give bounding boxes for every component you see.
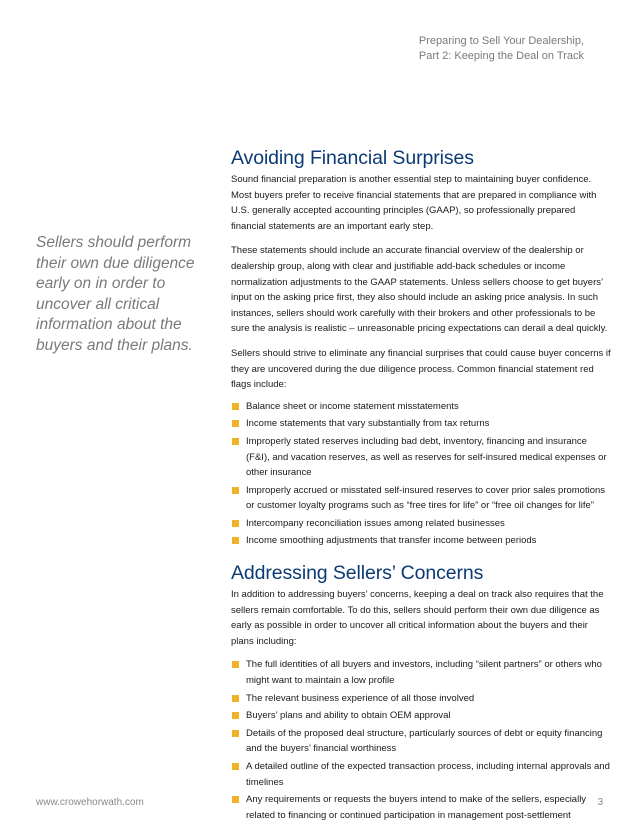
list-item-text: Income smoothing adjustments that transfer income between periods xyxy=(246,535,537,547)
list-item xyxy=(231,516,611,532)
list-item xyxy=(231,399,611,415)
bullet-square-icon xyxy=(232,695,239,702)
list-item-text: Improperly accrued or misstated self-insured reserves to cover prior sales promotions or customer loyalty programs such as “free tires for life” or “free oil changes for life” xyxy=(246,484,606,512)
pull-quote: Sellers should perform their own due diligence early on in order to uncover all critical information about the buyers and their plans. xyxy=(36,234,195,354)
paragraph: In addition to addressing buyers’ concerns, keeping a deal on track also requires that the sellers remain comfortable. To do this, sellers should perform their own due diligence as early as possible in order to uncover all critical information about the buyers and their plans including: xyxy=(231,589,604,647)
paragraph: Sellers should strive to eliminate any financial surprises that could cause buyer concerns if they are uncovered during the due diligence process. Common financial statement red flags include: xyxy=(231,347,611,391)
list-item-text: A detailed outline of the expected transaction process, including internal approvals and timelines xyxy=(246,761,610,788)
section-heading-financial-surprises: Avoiding Financial Surprises xyxy=(231,147,474,169)
list-item xyxy=(231,416,611,432)
list-item xyxy=(231,691,611,707)
list-item-text: Any requirements or requests the buyers intend to make of the sellers, especially related to financing or continued participation in management post-settlement xyxy=(246,794,587,821)
list-item xyxy=(231,792,611,823)
list-item xyxy=(231,759,611,790)
list-item-text: The full identities of all buyers and investors, including “silent partners” or others who might want to maintain a low profile xyxy=(246,659,602,687)
bullet-square-icon xyxy=(232,438,239,445)
list-item-text: The relevant business experience of all those involved xyxy=(246,692,475,704)
bullet-square-icon xyxy=(232,487,239,494)
bullet-square-icon xyxy=(232,763,239,770)
paragraph: Sound financial preparation is another essential step to maintaining buyer confidence. Most buyers prefer to receive financial statements that are prepared in compliance with U.S. generally accepted accounting principles (GAAP), so professionally prepared financial statements are an important early step. xyxy=(231,174,597,232)
seller-diligence-list xyxy=(231,657,611,823)
main-column xyxy=(231,146,611,825)
red-flags-list xyxy=(231,399,611,549)
list-item-text: Buyers’ plans and ability to obtain OEM approval xyxy=(246,710,451,722)
paragraph: These statements should include an accurate financial overview of the dealership or dealership group, along with clear and justifiable add-back schedules or income normalization adjustments to the GAAP statements. Unless sellers choose to get buyers’ input on the asking price first, they also should include an asking price analysis. In such instances, sellers should work carefully with their brokers and other professionals to be sure the analysis is realistic – unreasonable pricing expectations can derail a deal quickly. xyxy=(231,245,608,335)
list-item xyxy=(231,533,611,549)
bullet-square-icon xyxy=(232,420,239,427)
bullet-square-icon xyxy=(232,520,239,527)
list-item xyxy=(231,483,611,514)
list-item xyxy=(231,434,611,481)
header-line-1: Preparing to Sell Your Dealership, xyxy=(418,35,584,47)
bullet-square-icon xyxy=(232,537,239,544)
running-header xyxy=(419,34,584,64)
list-item-text: Details of the proposed deal structure, particularly sources of debt or equity financing and the buyers’ financial worthiness xyxy=(246,727,603,755)
list-item-text: Income statements that vary substantially from tax returns xyxy=(246,418,490,430)
list-item-text: Intercompany reconciliation issues among related businesses xyxy=(246,517,505,529)
list-item xyxy=(231,726,611,757)
section-heading-sellers-concerns: Addressing Sellers’ Concerns xyxy=(231,562,484,585)
list-item xyxy=(231,657,611,688)
list-item-text: Improperly stated reserves including bad debt, inventory, financing and insurance (F&I), and vacation reserves, as well as reserves for self-insured medical expenses or other insurance xyxy=(246,435,607,479)
bullet-square-icon xyxy=(232,661,239,668)
list-item-text: Balance sheet or income statement misstatements xyxy=(246,400,459,412)
bullet-square-icon xyxy=(232,712,239,719)
bullet-square-icon xyxy=(232,730,239,737)
list-item xyxy=(231,708,611,724)
bullet-square-icon xyxy=(232,796,239,803)
header-line-2: Part 2: Keeping the Deal on Track xyxy=(418,50,584,62)
bullet-square-icon xyxy=(232,403,239,410)
page-number: 3 xyxy=(597,797,603,808)
footer-url: www.crowehorwath.com xyxy=(36,797,144,808)
